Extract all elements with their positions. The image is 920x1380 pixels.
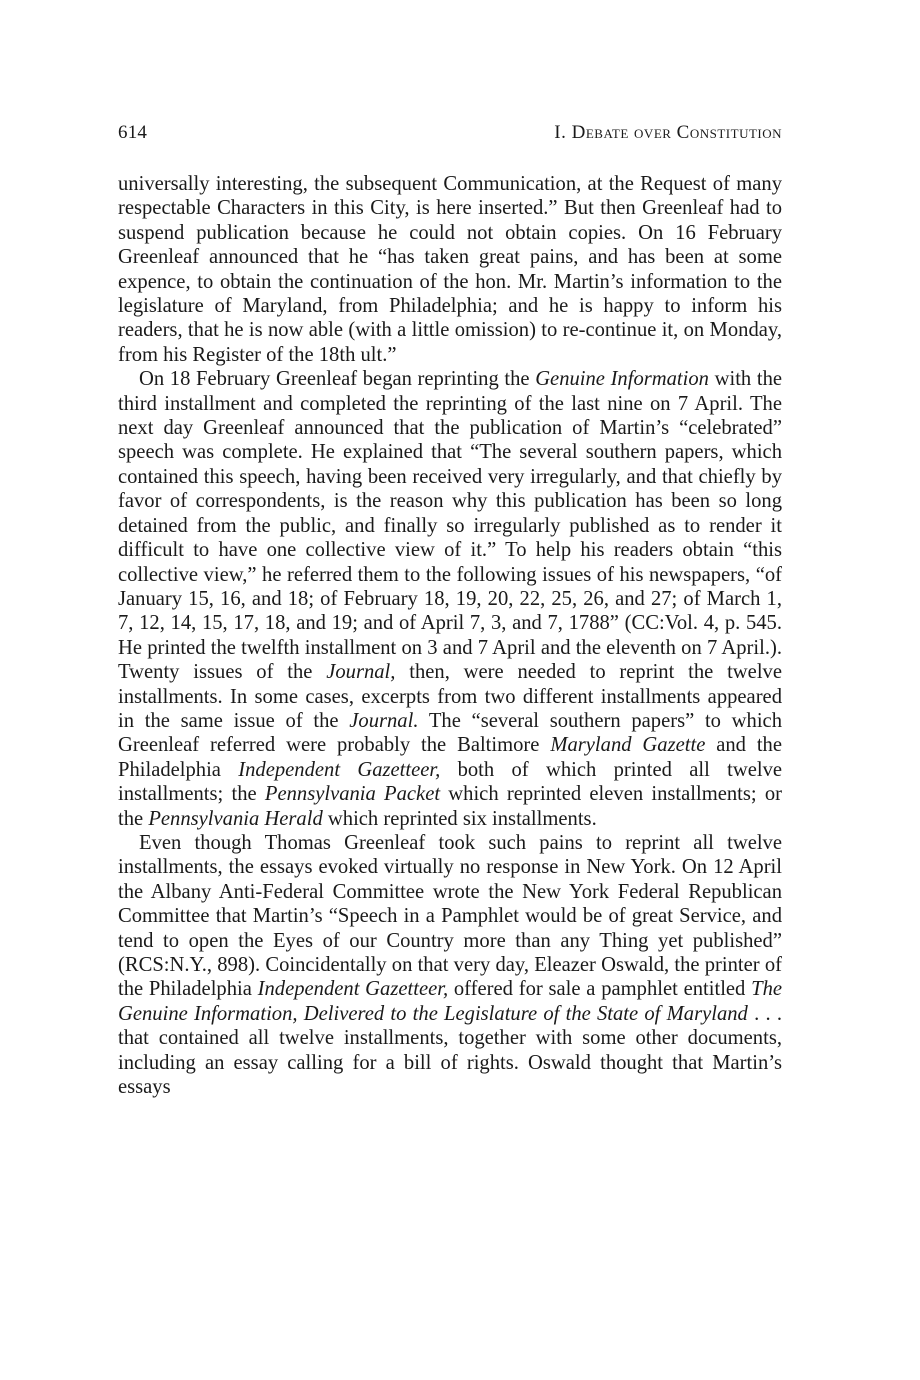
paragraph <box>118 831 782 1099</box>
italic-title: Pennsylvania Packet <box>264 783 441 806</box>
text-run: universally interesting, the subsequent Communication, at the Request of many respectable Characters in this City, is here inserted.” But then Greenleaf had to suspend publication because he could not obtain copies. On 16 February Greenleaf announced that he “has taken great pains, and has been at some expence, to obtain the continuation of the hon. Mr. Martin’s information to the legislature of Maryland, from Philadelphia; and he is happy to inform his readers, that he is now able (with a little omission) to re-continue it, on Monday, from his Register of the 18th ult.” <box>118 173 782 366</box>
section-title: I. Debate over Constitution <box>554 122 782 143</box>
text-run: which reprinted eleven installments; or the <box>118 783 782 830</box>
text-run: with the third installment and completed the reprinting of the last nine on 7 April. The next day Greenleaf announced that the publication of Martin’s “celebrated” speech was complete. He explained that “The several southern papers, which contained this speech, having been received very irregularly, and that chiefly by favor of correspondents, is the reason why this publication has been so long detained from the public, and finally so irregularly published as to render it difficult to have one collective view of it.” To help his readers obtain “this collective view,” he referred them to the following issues of his newspapers, “of January 15, 16, and 18; of February 18, 19, 20, 22, 25, 26, and 27; of March 1, 7, 12, 14, 15, 17, 18, and 19; and of April 7, 3, and 7, 1788” (CC:Vol. 4, p. 545. He printed the twelfth installment on 3 and 7 April and the eleventh on 7 April.). Twenty issues of the <box>118 368 783 684</box>
text-run: then, were needed to reprint the twelve installments. In some cases, excerpts from two different installments appeared in the same issue of the <box>118 661 782 732</box>
italic-title: Journal, <box>326 661 396 684</box>
text-run: both of which printed all twelve installments; the <box>118 758 783 806</box>
italic-title: The Genuine Information, Delivered to the Legislature of the State of Maryland <box>118 978 783 1025</box>
paragraph <box>118 367 782 831</box>
italic-title: Genuine Information <box>535 368 709 391</box>
italic-title: Journal. <box>349 709 419 732</box>
text-run: offered for sale a pamphlet entitled <box>448 978 752 1001</box>
text-run: which reprinted six installments. <box>322 807 597 830</box>
italic-title: Maryland Gazette <box>550 734 706 757</box>
running-head <box>118 122 782 144</box>
text-run: On 18 February Greenleaf began reprinting the <box>139 368 536 391</box>
body-text <box>118 172 782 1099</box>
paragraph <box>118 172 782 367</box>
text-run: The “several southern papers” to which Greenleaf referred were probably the Baltimore <box>118 709 782 757</box>
text-run: Even though Thomas Greenleaf took such pains to reprint all twelve installments, the essays evoked virtually no response in New York. On 12 April the Albany Anti-Federal Committee wrote the New York Federal Republican Committee that Martin’s “Speech in a Pamphlet would be of great Service, and tend to open the Eyes of our Country more than any Thing yet published” (RCS:N.Y., 898). Coincidentally on that very day, Eleazer Oswald, the printer of the Philadelphia <box>118 831 782 1001</box>
page-number: 614 <box>118 122 148 143</box>
italic-title: Pennsylvania Herald <box>148 807 323 830</box>
italic-title: Independent Gazetteer, <box>238 758 441 781</box>
italic-title: Independent Gazetteer, <box>257 978 449 1001</box>
text-run: and the Philadelphia <box>118 734 782 781</box>
text-run: . . . that contained all twelve installments, together with some other documents, including an essay calling for a bill of rights. Oswald thought that Martin’s essays <box>118 1002 782 1099</box>
